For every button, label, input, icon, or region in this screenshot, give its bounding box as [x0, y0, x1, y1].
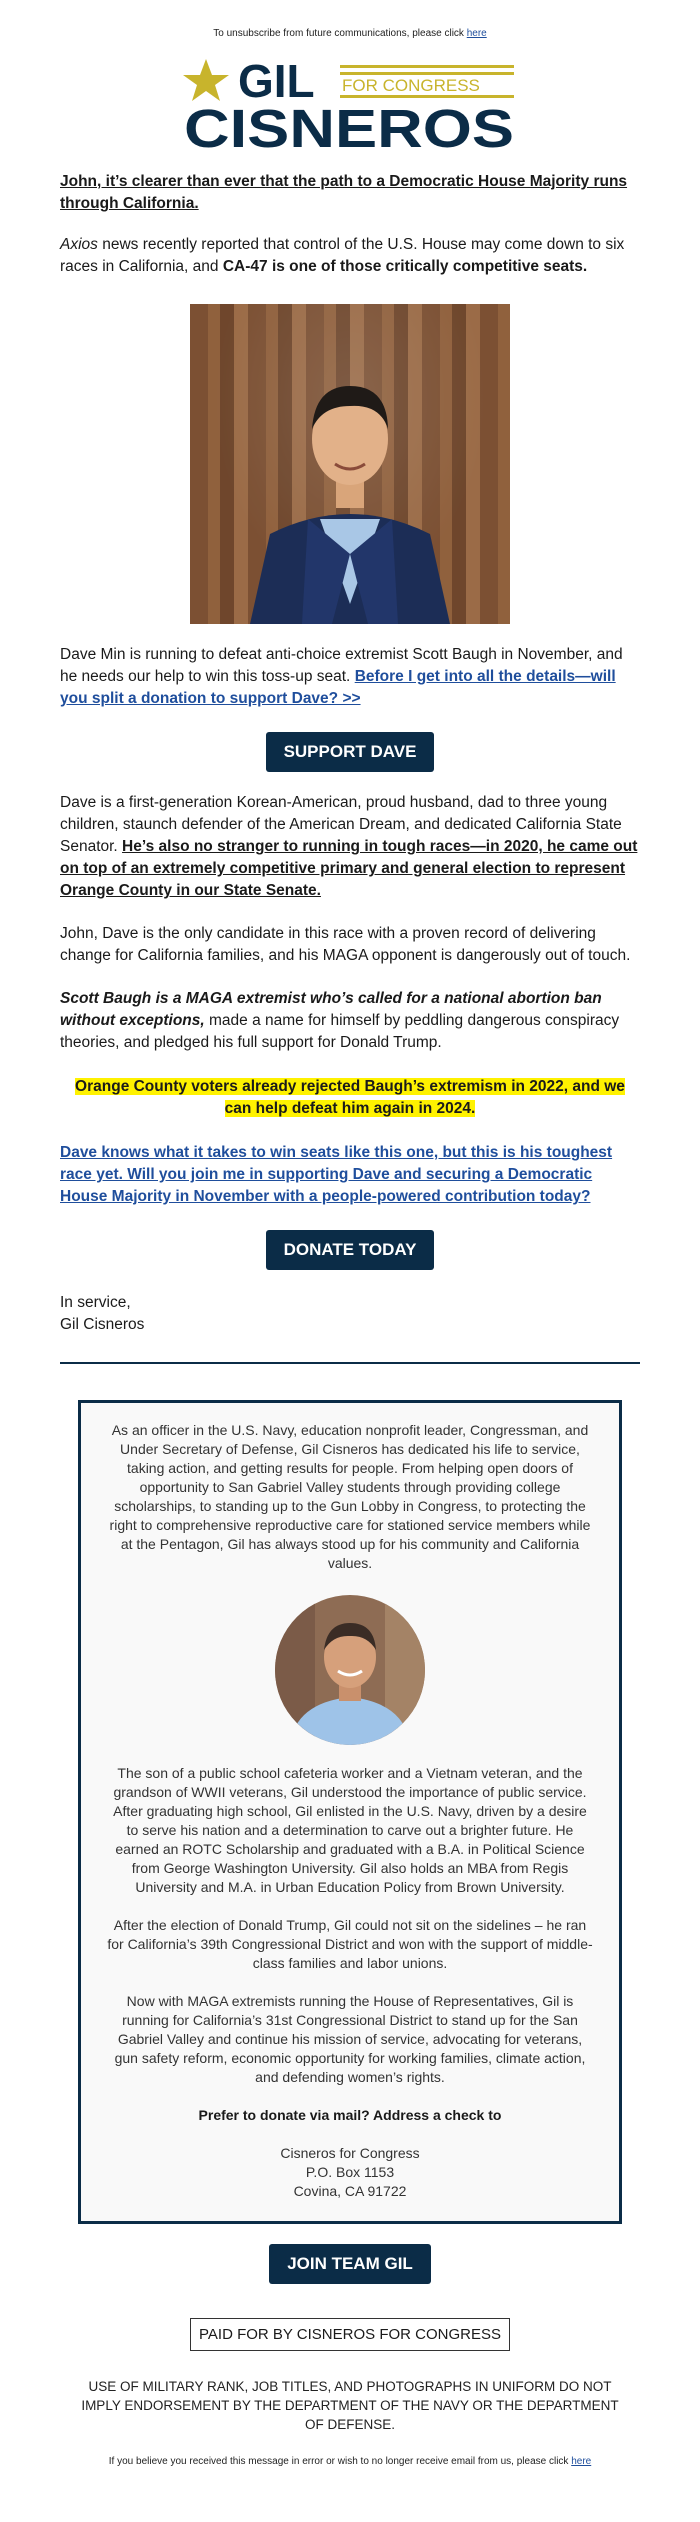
military-disclaimer: USE OF MILITARY RANK, JOB TITLES, AND PHOTOGRAPHS IN UNIFORM DO NOT IMPLY ENDORSEMENT BY THE DEPARTMENT OF THE NAVY OR THE DEPARTMENT OF DEFENSE.	[81, 2379, 619, 2432]
campaign-logo	[180, 53, 520, 153]
paragraph-axios: Axios news recently reported that control of the U.S. House may come down to six races in California, and CA-47 is one of those critically competitive seats.	[60, 236, 625, 275]
tough-races-callout: He’s also no stranger to running in tough races—in 2020, he came out on top of an extremely competitive primary and general election to represent Orange County in our State Senate.	[60, 838, 638, 899]
section-divider	[60, 1362, 640, 1364]
bio-paragraph-2: The son of a public school cafeteria worker and a Vietnam veteran, and the grandson of WWII veterans, Gil understood the importance of public service. After graduating high school, Gil enlisted in the U.S. Navy, driven by a desire to serve his nation and a determination to carve out a brighter future. He earned an ROTC Scholarship and graduated with a B.A. in Political Science from George Washington University. Gil also holds an MBA from Regis University and M.A. in Urban Education Policy from Brown University.	[113, 1765, 587, 1895]
bio-paragraph-1: As an officer in the U.S. Navy, education nonprofit leader, Congressman, and Under Secretary of Defense, Gil Cisneros has dedicated his life to service, taking action, and getting results for people. From helping open doors of opportunity to San Gabriel Valley students through providing college scholarships, to standing up to the Gun Lobby in Congress, to protecting the right to comprehensive reproductive care for stationed service members while at the Pentagon, Gil has always stood up for his community and California values.	[109, 1422, 591, 1571]
paid-for-row	[0, 2318, 700, 2351]
logo-tagline: FOR CONGRESS	[342, 76, 480, 95]
footer-notice	[0, 2456, 700, 2467]
support-dave-button[interactable]: SUPPORT DAVE	[266, 732, 435, 772]
letter-body	[0, 171, 700, 278]
letter-body-middle	[0, 792, 700, 1208]
signoff	[0, 1292, 700, 1336]
dave-min-photo	[190, 304, 510, 624]
donate-today-button[interactable]: DONATE TODAY	[266, 1230, 435, 1270]
logo-last-name: CISNEROS	[184, 99, 514, 153]
bio-paragraph-3: After the election of Donald Trump, Gil could not sit on the sidelines – he ran for California’s 39th Congressional District and won with the support of middle-class families and labor unions.	[107, 1917, 593, 1971]
address-line-1: Cisneros for Congress	[280, 2145, 420, 2161]
portrait-illustration	[190, 304, 510, 624]
logo-rule-top	[340, 65, 514, 68]
unsubscribe-link[interactable]: here	[466, 28, 487, 39]
letter-body-continued	[0, 644, 700, 710]
axios-source: Axios	[60, 236, 98, 253]
join-button-row	[0, 2244, 700, 2284]
unsubscribe-text: To unsubscribe from future communications, please click	[213, 28, 467, 39]
contribution-link[interactable]: Dave knows what it takes to win seats like this one, but this is his toughest race yet. Will you join me in supporting Dave and securing a Democratic House Majority in November with a people-powered contribution today?	[60, 1144, 613, 1205]
gil-cisneros-photo	[275, 1595, 425, 1745]
signoff-closing: In service,	[60, 1294, 131, 1311]
logo-rule-mid	[340, 72, 514, 75]
ca47-callout: CA-47 is one of those critically competitive seats.	[222, 258, 588, 275]
headline: John, it’s clearer than ever that the path to a Democratic House Majority runs through California.	[60, 173, 628, 212]
address-line-2: P.O. Box 1153	[305, 2164, 395, 2180]
address-line-3: Covina, CA 91722	[293, 2183, 407, 2199]
paragraph-oc-highlight	[60, 1076, 640, 1120]
signoff-name: Gil Cisneros	[60, 1316, 145, 1333]
paragraph-dave-intro: Dave Min is running to defeat anti-choice extremist Scott Baugh in November, and he needs our help to win this toss-up seat. Before I get into all the details—will you split a donation to support Dave? >>	[60, 646, 623, 707]
baugh-callout: Scott Baugh is a MAGA extremist who’s called for a national abortion ban without exceptions,	[60, 990, 602, 1029]
mail-donation-heading: Prefer to donate via mail? Address a check to	[198, 2107, 502, 2123]
oc-highlight: Orange County voters already rejected Baugh’s extremism in 2022, and we can help defeat him again in 2024.	[75, 1078, 625, 1117]
support-button-row	[0, 732, 700, 772]
paid-for-disclaimer: PAID FOR BY CISNEROS FOR CONGRESS	[190, 2318, 510, 2351]
paragraph-ask	[60, 1142, 640, 1208]
logo-rule-bottom	[340, 95, 514, 98]
donate-button-row	[0, 1230, 700, 1270]
paragraph-proven-record: John, Dave is the only candidate in this race with a proven record of delivering change for California families, and his MAGA opponent is dangerously out of touch.	[60, 925, 631, 964]
paragraph-dave-bio: Dave is a first-generation Korean-American, proud husband, dad to three young children, staunch defender of the American Dream, and dedicated California State Senator. He’s also no stranger to running in tough races—in 2020, he came out on top of an extremely competitive primary and general election to represent Orange County in our State Senate.	[60, 794, 638, 899]
paragraph-baugh: Scott Baugh is a MAGA extremist who’s called for a national abortion ban without exceptions, made a name for himself by peddling dangerous conspiracy theories, and pledged his full support for Donald Trump.	[60, 990, 620, 1051]
footer-text: If you believe you received this message in error or wish to no longer receive email from us, please click	[108, 2456, 572, 2467]
footer-opt-out-link[interactable]: here	[571, 2456, 592, 2467]
bio-box	[78, 1400, 622, 2224]
mailing-address	[107, 2144, 593, 2201]
join-team-gil-button[interactable]: JOIN TEAM GIL	[269, 2244, 431, 2284]
unsubscribe-notice	[0, 0, 700, 39]
split-donation-link[interactable]: Before I get into all the details—will you split a donation to support Dave? >>	[60, 668, 616, 707]
bio-paragraph-4: Now with MAGA extremists running the House of Representatives, Gil is running for California’s 31st Congressional District to stand up for the San Gabriel Valley and continue his mission of service, advocating for veterans, gun safety reform, economic opportunity for working families, climate action, and defending women’s rights.	[114, 1993, 586, 2085]
avatar-illustration	[275, 1595, 425, 1745]
star-icon	[183, 59, 229, 101]
logo-first-name: GIL	[238, 55, 315, 107]
